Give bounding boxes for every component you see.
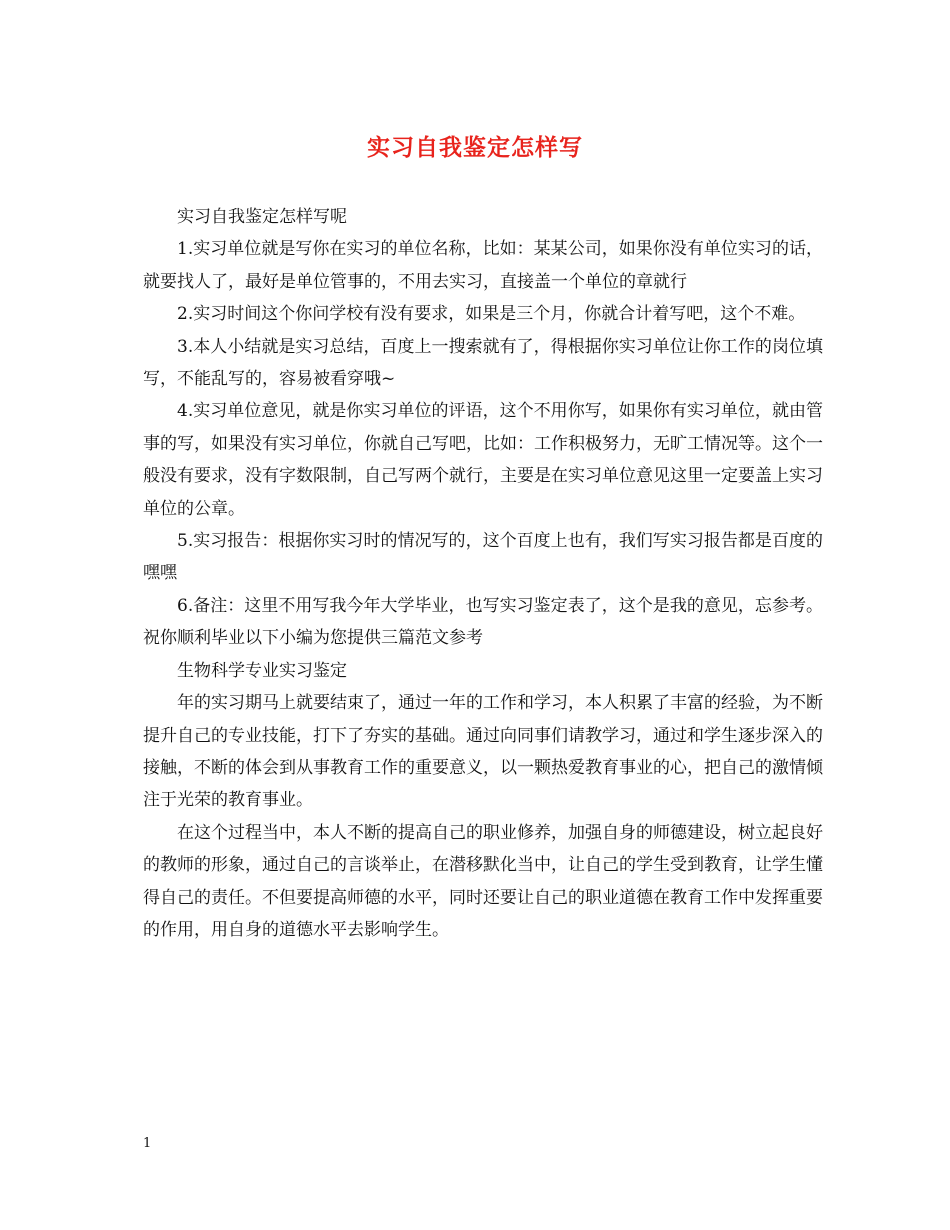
paragraph: 2.实习时间这个你问学校有没有要求，如果是三个月，你就合计着写吧，这个不难。	[177, 304, 806, 325]
section-heading: 生物科学专业实习鉴定	[177, 660, 347, 681]
paragraph: 年的实习期马上就要结束了，通过一年的工作和学习，本人积累了丰富的经验，为不断提升自己的专业技能，打下了夯实的基础。通过向同事们请教学习，通过和学生逐步深入的接触，不断的体会到从事教育工作的重要意义，以一颗热爱教育事业的心，把自己的激情倾注于光荣的教育事业。	[143, 693, 823, 811]
document-title: 实习自我鉴定怎样写	[367, 134, 583, 161]
paragraph: 3.本人小结就是实习总结，百度上一搜索就有了，得根据你实习单位让你工作的岗位填写，不能乱写的，容易被看穿哦~	[143, 336, 823, 390]
paragraph: 5.实习报告：根据你实习时的情况写的，这个百度上也有，我们写实习报告都是百度的嘿嘿	[143, 531, 823, 584]
paragraph: 4.实习单位意见，就是你实习单位的评语，这个不用你写，如果你有实习单位，就由管事的写，如果没有实习单位，你就自己写吧，比如：工作积极努力，无旷工情况等。这个一般没有要求，没有字数限制，自己写两个就行，主要是在实习单位意见这里一定要盖上实习单位的公章。	[143, 401, 823, 519]
paragraph: 在这个过程当中，本人不断的提高自己的职业修养，加强自身的师德建设，树立起良好的教师的形象，通过自己的言谈举止，在潜移默化当中，让自己的学生受到教育，让学生懂得自己的责任。不但要提高师德的水平，同时还要让自己的职业道德在教育工作中发挥重要的作用，用自身的道德水平去影响学生。	[143, 822, 823, 940]
paragraph: 实习自我鉴定怎样写呢	[177, 207, 347, 227]
page-number: 1	[143, 1136, 152, 1151]
paragraph: 6.备注：这里不用写我今年大学毕业，也写实习鉴定表了，这个是我的意见，忘参考。祝你顺利毕业以下小编为您提供三篇范文参考	[143, 595, 823, 649]
paragraph: 1.实习单位就是写你在实习的单位名称，比如：某某公司，如果你没有单位实习的话，就要找人了，最好是单位管事的，不用去实习，直接盖一个单位的章就行	[143, 239, 823, 292]
document-body	[143, 201, 823, 946]
